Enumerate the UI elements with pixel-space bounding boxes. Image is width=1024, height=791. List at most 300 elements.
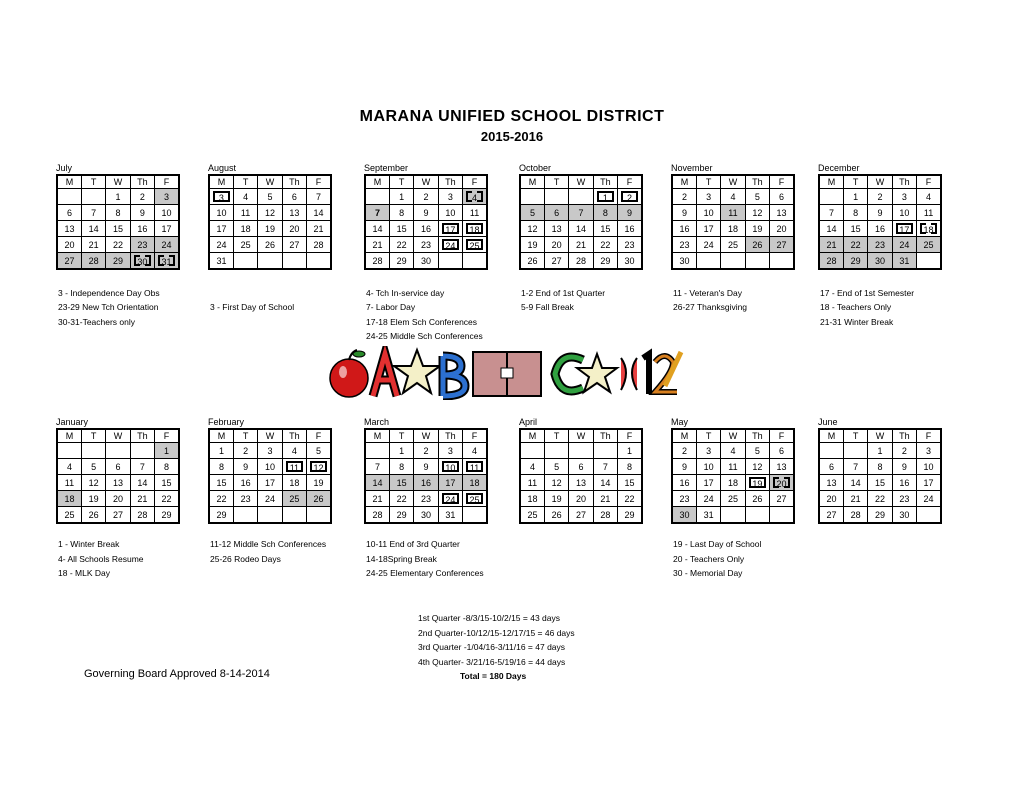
day-cell: 20 xyxy=(57,237,81,253)
day-cell: 28 xyxy=(307,237,331,253)
day-cell: 16 xyxy=(672,475,696,491)
weekday-header: F xyxy=(307,175,331,189)
day-cell xyxy=(282,253,306,270)
notes_bottom-notes xyxy=(58,537,208,581)
day-cell xyxy=(307,253,331,270)
day-cell: 29 xyxy=(209,507,233,524)
day-cell: 11 xyxy=(57,475,81,491)
day-cell xyxy=(696,253,720,270)
weekday-header: T xyxy=(81,429,105,443)
note-line: 3 - Independence Day Obs xyxy=(58,287,160,298)
month-april xyxy=(519,417,643,524)
quarter-4: 4th Quarter- 3/21/16-5/19/16 = 44 days xyxy=(418,656,566,667)
day-cell: 21 xyxy=(593,491,617,507)
day-cell: 11 xyxy=(282,459,306,475)
day-cell: 25 xyxy=(917,237,941,253)
day-cell: 1 xyxy=(155,443,179,459)
weekday-header: W xyxy=(258,175,282,189)
weekday-header: F xyxy=(618,429,642,443)
note-line: 3 - First Day of School xyxy=(210,302,295,313)
day-cell: 8 xyxy=(868,459,892,475)
weekday-header: M xyxy=(57,429,81,443)
day-cell: 6 xyxy=(544,205,568,221)
day-cell: 15 xyxy=(843,221,867,237)
day-cell: 2 xyxy=(414,443,438,459)
note-line: 11-12 Middle Sch Conferences xyxy=(210,539,327,549)
day-cell: 25 xyxy=(721,491,745,507)
day-cell: 10 xyxy=(438,459,462,475)
day-cell: 8 xyxy=(593,205,617,221)
weekday-header: M xyxy=(520,429,544,443)
day-cell: 18 xyxy=(520,491,544,507)
weekday-header: T xyxy=(843,429,867,443)
month-name: December xyxy=(818,163,860,173)
day-cell: 18 xyxy=(917,221,941,237)
day-cell: 24 xyxy=(155,237,179,253)
day-cell xyxy=(258,253,282,270)
day-cell: 21 xyxy=(569,237,593,253)
notes_top-notes xyxy=(366,271,516,344)
day-cell: 29 xyxy=(843,253,867,270)
day-cell: 30 xyxy=(672,253,696,270)
day-cell: 27 xyxy=(770,237,794,253)
day-cell: 28 xyxy=(569,253,593,270)
month-july xyxy=(56,163,180,270)
day-cell: 5 xyxy=(258,189,282,205)
notes_top-notes xyxy=(820,271,970,329)
day-cell: 1 xyxy=(209,443,233,459)
day-cell: 13 xyxy=(770,459,794,475)
day-cell: 4 xyxy=(721,443,745,459)
day-cell: 10 xyxy=(892,205,916,221)
weekday-header: W xyxy=(258,429,282,443)
note-line: 1-2 End of 1st Quarter xyxy=(521,287,606,298)
day-cell: 30 xyxy=(868,253,892,270)
day-cell: 31 xyxy=(438,507,462,524)
note-line: 30-31-Teachers only xyxy=(58,316,136,327)
note-line: 20 - Teachers Only xyxy=(673,553,745,564)
day-cell: 12 xyxy=(307,459,331,475)
day-cell: 28 xyxy=(130,507,154,524)
weekday-header: M xyxy=(819,175,843,189)
day-cell xyxy=(745,507,769,524)
day-cell xyxy=(130,443,154,459)
weekday-header: Th xyxy=(745,429,769,443)
day-cell: 25 xyxy=(233,237,257,253)
month-table xyxy=(208,174,332,270)
note-line xyxy=(210,271,360,286)
day-cell xyxy=(569,189,593,205)
month-november xyxy=(671,163,795,270)
weekday-header: M xyxy=(365,429,389,443)
day-cell: 15 xyxy=(106,221,130,237)
day-cell: 17 xyxy=(917,475,941,491)
quarter-3: 3rd Quarter -1/04/16-3/11/16 = 47 days xyxy=(418,642,566,653)
day-cell: 16 xyxy=(868,221,892,237)
day-cell: 11 xyxy=(721,459,745,475)
day-cell: 26 xyxy=(81,507,105,524)
note-line: 17 - End of 1st Semester xyxy=(820,287,915,298)
quarter-summary xyxy=(418,611,575,684)
weekday-header: T xyxy=(696,175,720,189)
day-cell: 17 xyxy=(892,221,916,237)
day-cell: 7 xyxy=(593,459,617,475)
day-cell: 6 xyxy=(819,459,843,475)
day-cell: 13 xyxy=(819,475,843,491)
day-cell: 22 xyxy=(868,491,892,507)
day-cell: 6 xyxy=(569,459,593,475)
day-cell: 4 xyxy=(917,189,941,205)
day-cell: 21 xyxy=(307,221,331,237)
weekday-header: F xyxy=(155,429,179,443)
day-cell: 7 xyxy=(365,459,389,475)
day-cell: 19 xyxy=(745,221,769,237)
quarter-1: 1st Quarter -8/3/15-10/2/15 = 43 days xyxy=(418,613,560,623)
weekday-header: F xyxy=(155,175,179,189)
day-cell: 4 xyxy=(721,189,745,205)
day-cell: 24 xyxy=(696,491,720,507)
day-cell: 4 xyxy=(520,459,544,475)
day-cell xyxy=(233,253,257,270)
weekday-header: F xyxy=(917,175,941,189)
day-cell: 19 xyxy=(544,491,568,507)
day-cell: 7 xyxy=(819,205,843,221)
day-cell: 22 xyxy=(389,491,413,507)
day-cell: 30 xyxy=(672,507,696,524)
day-cell: 9 xyxy=(672,459,696,475)
day-cell: 16 xyxy=(414,475,438,491)
day-cell: 8 xyxy=(618,459,642,475)
day-cell: 7 xyxy=(569,205,593,221)
month-table xyxy=(364,428,488,524)
day-cell: 13 xyxy=(770,205,794,221)
day-cell xyxy=(770,253,794,270)
day-cell: 24 xyxy=(917,491,941,507)
day-cell: 8 xyxy=(843,205,867,221)
day-cell: 24 xyxy=(892,237,916,253)
day-cell: 9 xyxy=(868,205,892,221)
day-cell: 14 xyxy=(593,475,617,491)
day-cell: 9 xyxy=(672,205,696,221)
day-cell: 24 xyxy=(438,491,462,507)
weekday-header: M xyxy=(672,175,696,189)
weekday-header: F xyxy=(618,175,642,189)
day-cell: 17 xyxy=(155,221,179,237)
weekday-header: F xyxy=(770,175,794,189)
day-cell: 6 xyxy=(57,205,81,221)
day-cell: 14 xyxy=(365,475,389,491)
day-cell: 19 xyxy=(520,237,544,253)
day-cell: 16 xyxy=(618,221,642,237)
note-line: 4- All Schools Resume xyxy=(58,553,144,564)
day-cell: 28 xyxy=(81,253,105,270)
month-january xyxy=(56,417,180,524)
day-cell: 11 xyxy=(463,205,487,221)
weekday-header: F xyxy=(463,429,487,443)
day-cell xyxy=(463,507,487,524)
day-cell: 9 xyxy=(892,459,916,475)
day-cell: 25 xyxy=(282,491,306,507)
day-cell: 19 xyxy=(81,491,105,507)
day-cell: 31 xyxy=(155,253,179,270)
day-cell: 11 xyxy=(463,459,487,475)
day-cell: 11 xyxy=(917,205,941,221)
day-cell: 24 xyxy=(258,491,282,507)
day-cell: 20 xyxy=(282,221,306,237)
day-cell xyxy=(520,443,544,459)
day-cell: 21 xyxy=(819,237,843,253)
month-december xyxy=(818,163,942,270)
weekday-header: W xyxy=(414,175,438,189)
day-cell: 27 xyxy=(819,507,843,524)
note-line: 7- Labor Day xyxy=(366,302,416,313)
day-cell xyxy=(917,507,941,524)
day-cell: 18 xyxy=(233,221,257,237)
day-cell: 23 xyxy=(618,237,642,253)
day-cell: 28 xyxy=(365,507,389,524)
day-cell: 25 xyxy=(721,237,745,253)
weekday-header: Th xyxy=(892,429,916,443)
day-cell: 14 xyxy=(130,475,154,491)
day-cell: 7 xyxy=(365,205,389,221)
day-cell xyxy=(721,253,745,270)
day-cell: 4 xyxy=(463,443,487,459)
day-cell: 26 xyxy=(520,253,544,270)
weekday-header: T xyxy=(696,429,720,443)
month-table xyxy=(208,428,332,524)
month-may xyxy=(671,417,795,524)
day-cell: 1 xyxy=(389,189,413,205)
weekday-header: M xyxy=(209,175,233,189)
day-cell: 13 xyxy=(57,221,81,237)
day-cell: 30 xyxy=(414,507,438,524)
day-cell: 20 xyxy=(770,475,794,491)
weekday-header: T xyxy=(389,175,413,189)
note-line: 21-31 Winter Break xyxy=(820,316,894,327)
day-cell: 8 xyxy=(389,205,413,221)
day-cell: 30 xyxy=(414,253,438,270)
day-cell: 12 xyxy=(520,221,544,237)
weekday-header: Th xyxy=(593,429,617,443)
day-cell xyxy=(81,189,105,205)
day-cell: 3 xyxy=(438,443,462,459)
day-cell: 30 xyxy=(892,507,916,524)
day-cell xyxy=(307,507,331,524)
day-cell: 2 xyxy=(868,189,892,205)
day-cell: 7 xyxy=(843,459,867,475)
day-cell: 20 xyxy=(819,491,843,507)
day-cell: 27 xyxy=(282,237,306,253)
weekday-header: M xyxy=(209,429,233,443)
day-cell xyxy=(282,507,306,524)
day-cell: 9 xyxy=(130,205,154,221)
day-cell: 10 xyxy=(696,205,720,221)
day-cell: 5 xyxy=(81,459,105,475)
day-cell: 14 xyxy=(307,205,331,221)
day-cell: 22 xyxy=(593,237,617,253)
notes_bottom-notes xyxy=(366,537,516,581)
weekday-header: W xyxy=(569,429,593,443)
day-cell: 21 xyxy=(843,491,867,507)
note-line: 18 - Teachers Only xyxy=(820,302,892,313)
day-cell: 25 xyxy=(463,491,487,507)
day-cell: 10 xyxy=(155,205,179,221)
day-cell xyxy=(745,253,769,270)
day-cell xyxy=(233,507,257,524)
day-cell: 6 xyxy=(106,459,130,475)
day-cell: 2 xyxy=(233,443,257,459)
day-cell: 28 xyxy=(593,507,617,524)
weekday-header: M xyxy=(520,175,544,189)
weekday-header: M xyxy=(365,175,389,189)
day-cell: 3 xyxy=(696,189,720,205)
day-cell xyxy=(520,189,544,205)
weekday-header: M xyxy=(819,429,843,443)
day-cell xyxy=(365,443,389,459)
day-cell xyxy=(463,253,487,270)
day-cell: 22 xyxy=(106,237,130,253)
day-cell: 15 xyxy=(389,475,413,491)
day-cell xyxy=(770,507,794,524)
note-line xyxy=(58,271,208,286)
day-cell: 18 xyxy=(463,475,487,491)
month-table xyxy=(818,174,942,270)
day-cell: 20 xyxy=(770,221,794,237)
day-cell: 4 xyxy=(282,443,306,459)
day-cell: 3 xyxy=(696,443,720,459)
note-line: 4- Tch In-service day xyxy=(366,287,445,298)
day-cell: 22 xyxy=(155,491,179,507)
day-cell: 24 xyxy=(696,237,720,253)
weekday-header: Th xyxy=(282,429,306,443)
month-table xyxy=(818,428,942,524)
day-cell: 18 xyxy=(463,221,487,237)
day-cell xyxy=(57,443,81,459)
weekday-header: M xyxy=(672,429,696,443)
weekday-header: Th xyxy=(745,175,769,189)
day-cell xyxy=(721,507,745,524)
day-cell: 13 xyxy=(569,475,593,491)
day-cell: 30 xyxy=(618,253,642,270)
day-cell: 29 xyxy=(106,253,130,270)
apple-book-abc-123-icon xyxy=(325,346,685,400)
day-cell: 26 xyxy=(258,237,282,253)
day-cell: 1 xyxy=(389,443,413,459)
day-cell: 21 xyxy=(365,237,389,253)
day-cell: 14 xyxy=(569,221,593,237)
note-line: 1 - Winter Break xyxy=(58,539,120,549)
note-line: 24-25 Elementary Conferences xyxy=(366,568,484,579)
day-cell: 23 xyxy=(868,237,892,253)
day-cell: 15 xyxy=(593,221,617,237)
day-cell: 2 xyxy=(672,443,696,459)
day-cell: 28 xyxy=(819,253,843,270)
note-line: 30 - Memorial Day xyxy=(673,568,743,579)
note-line: 11 - Veteran's Day xyxy=(673,287,743,298)
day-cell: 27 xyxy=(770,491,794,507)
day-cell: 23 xyxy=(233,491,257,507)
day-cell: 29 xyxy=(389,253,413,270)
month-september xyxy=(364,163,488,270)
day-cell: 18 xyxy=(721,475,745,491)
day-cell: 9 xyxy=(414,459,438,475)
day-cell: 25 xyxy=(520,507,544,524)
day-cell: 3 xyxy=(209,189,233,205)
day-cell: 29 xyxy=(593,253,617,270)
month-name: September xyxy=(364,163,409,173)
day-cell: 10 xyxy=(917,459,941,475)
day-cell: 22 xyxy=(618,491,642,507)
day-cell: 13 xyxy=(544,221,568,237)
day-cell: 2 xyxy=(130,189,154,205)
day-cell: 18 xyxy=(282,475,306,491)
day-cell: 11 xyxy=(520,475,544,491)
day-cell: 29 xyxy=(868,507,892,524)
notes_top-notes xyxy=(673,271,823,315)
day-cell: 26 xyxy=(745,491,769,507)
weekday-header: F xyxy=(770,429,794,443)
weekday-header: W xyxy=(868,429,892,443)
day-cell: 1 xyxy=(106,189,130,205)
day-cell: 28 xyxy=(365,253,389,270)
month-name: November xyxy=(671,163,713,173)
day-cell: 21 xyxy=(81,237,105,253)
day-cell: 9 xyxy=(414,205,438,221)
day-cell: 12 xyxy=(258,205,282,221)
day-cell: 27 xyxy=(544,253,568,270)
weekday-header: W xyxy=(721,175,745,189)
note-line: 5-9 Fall Break xyxy=(521,302,574,313)
month-february xyxy=(208,417,332,524)
day-cell: 22 xyxy=(843,237,867,253)
day-cell: 2 xyxy=(414,189,438,205)
day-cell: 17 xyxy=(438,221,462,237)
day-cell: 13 xyxy=(282,205,306,221)
weekday-header: T xyxy=(81,175,105,189)
day-cell xyxy=(593,443,617,459)
day-cell xyxy=(438,253,462,270)
school-year: 2015-2016 xyxy=(480,129,544,144)
weekday-header: T xyxy=(389,429,413,443)
weekday-header: W xyxy=(721,429,745,443)
weekday-header: T xyxy=(544,429,568,443)
day-cell: 10 xyxy=(209,205,233,221)
day-cell: 16 xyxy=(233,475,257,491)
day-cell: 15 xyxy=(618,475,642,491)
weekday-header: T xyxy=(843,175,867,189)
weekday-header: Th xyxy=(593,175,617,189)
day-cell xyxy=(819,189,843,205)
weekday-header: W xyxy=(414,429,438,443)
day-cell: 3 xyxy=(438,189,462,205)
total-days: Total = 180 Days xyxy=(460,671,527,682)
day-cell: 7 xyxy=(130,459,154,475)
day-cell: 21 xyxy=(130,491,154,507)
day-cell: 15 xyxy=(155,475,179,491)
weekday-header: Th xyxy=(282,175,306,189)
day-cell: 14 xyxy=(843,475,867,491)
day-cell: 23 xyxy=(672,237,696,253)
weekday-header: F xyxy=(917,429,941,443)
day-cell: 20 xyxy=(569,491,593,507)
day-cell xyxy=(917,253,941,270)
day-cell: 4 xyxy=(57,459,81,475)
weekday-header: M xyxy=(57,175,81,189)
note-line: 19 - Last Day of School xyxy=(673,539,762,549)
day-cell: 7 xyxy=(307,189,331,205)
day-cell xyxy=(843,443,867,459)
month-table xyxy=(671,428,795,524)
